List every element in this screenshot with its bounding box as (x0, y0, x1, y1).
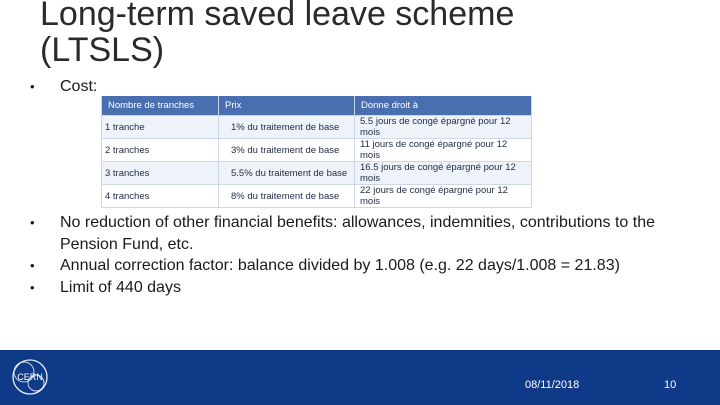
page-number: 10 (664, 379, 677, 391)
footer-bar (0, 350, 720, 405)
bullet-list (30, 212, 690, 298)
table-row (102, 139, 532, 162)
bullet-icon: • (30, 279, 35, 295)
table-row (102, 116, 532, 139)
column-header: Prix (219, 96, 355, 116)
list-item (30, 277, 690, 299)
table-cell: 3% du traitement de base (219, 139, 355, 162)
bullet-icon: • (30, 79, 35, 94)
cost-label: Cost: (60, 78, 98, 95)
bullet-icon: • (30, 215, 35, 230)
table-cell: 3 tranches (102, 162, 219, 185)
list-item (30, 212, 690, 255)
table-cell: 5.5 jours de congé épargné pour 12 mois (355, 116, 532, 139)
table-cell: 2 tranches (102, 139, 219, 162)
slide-title: Long-term saved leave scheme (LTSLS) (40, 0, 515, 69)
table-cell: 5.5% du traitement de base (219, 162, 355, 185)
cern-logo-icon (7, 357, 53, 397)
table-cell: 8% du traitement de base (219, 185, 355, 208)
table-row (102, 185, 532, 208)
table-cell: 16.5 jours de congé épargné pour 12 mois (355, 162, 532, 185)
svg-text:CERN: CERN (17, 372, 43, 382)
table-header-row (102, 96, 532, 116)
bullet-icon: • (30, 258, 35, 273)
table-cell: 4 tranches (102, 185, 219, 208)
column-header: Nombre de tranches (102, 96, 219, 116)
list-item (30, 255, 690, 277)
table-cell: 1 tranche (102, 116, 219, 139)
table-row (102, 162, 532, 185)
bullet-text: Limit of 440 days (60, 278, 181, 296)
table-cell: 22 jours de congé épargné pour 12 mois (355, 185, 532, 208)
table-cell: 11 jours de congé épargné pour 12 mois (355, 139, 532, 162)
column-header: Donne droit à (355, 96, 532, 116)
slide-date: 08/11/2018 (525, 379, 580, 391)
bullet-text: No reduction of other financial benefits: allowances, indemnities, contributions to the Pension Fund, etc. (60, 214, 656, 253)
bullet-text: Annual correction factor: balance divided by 1.008 (e.g. 22 days/1.008 = 21.83) (60, 257, 620, 274)
table-cell: 1% du traitement de base (219, 116, 355, 139)
cost-table (101, 96, 532, 208)
